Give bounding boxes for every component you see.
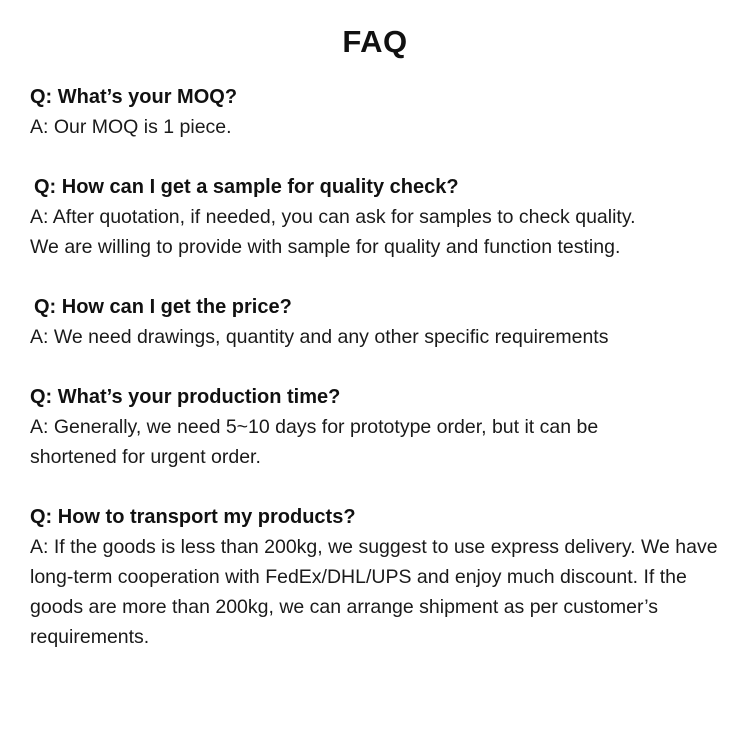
answer-line: A: We need drawings, quantity and any other specific requirements <box>30 326 609 348</box>
faq-item-production-time <box>30 382 730 472</box>
answer-line: A: If the goods is less than 200kg, we suggest to use express delivery. We have <box>30 536 718 558</box>
faq-item-moq <box>30 82 730 142</box>
answer-line: A: After quotation, if needed, you can ask for samples to check quality. <box>30 206 636 228</box>
faq-question-moq: Q: What’s your MOQ? <box>30 86 238 108</box>
answer-line: We are willing to provide with sample for quality and function testing. <box>30 236 621 258</box>
faq-list <box>30 82 730 682</box>
answer-line: A: Our MOQ is 1 piece. <box>30 116 232 138</box>
faq-question-transport: Q: How to transport my products? <box>30 506 356 528</box>
faq-question-price: Q: How can I get the price? <box>34 296 292 318</box>
faq-answer-price <box>30 322 730 352</box>
faq-item-sample <box>30 172 730 262</box>
answer-line: A: Generally, we need 5~10 days for prototype order, but it can be <box>30 416 599 438</box>
faq-answer-sample <box>30 202 730 262</box>
faq-item-transport <box>30 502 730 652</box>
faq-question-production-time: Q: What’s your production time? <box>30 386 341 408</box>
faq-answer-transport <box>30 532 730 652</box>
answer-line: requirements. <box>30 626 150 648</box>
faq-answer-production-time <box>30 412 730 472</box>
faq-question-sample: Q: How can I get a sample for quality check? <box>34 176 459 198</box>
faq-answer-moq <box>30 112 730 142</box>
answer-line: shortened for urgent order. <box>30 446 261 468</box>
faq-item-price <box>30 292 730 352</box>
answer-line: long-term cooperation with FedEx/DHL/UPS and enjoy much discount. If the <box>30 566 687 588</box>
page-title: FAQ <box>342 24 408 59</box>
answer-line: goods are more than 200kg, we can arrange shipment as per customer’s <box>30 596 658 618</box>
